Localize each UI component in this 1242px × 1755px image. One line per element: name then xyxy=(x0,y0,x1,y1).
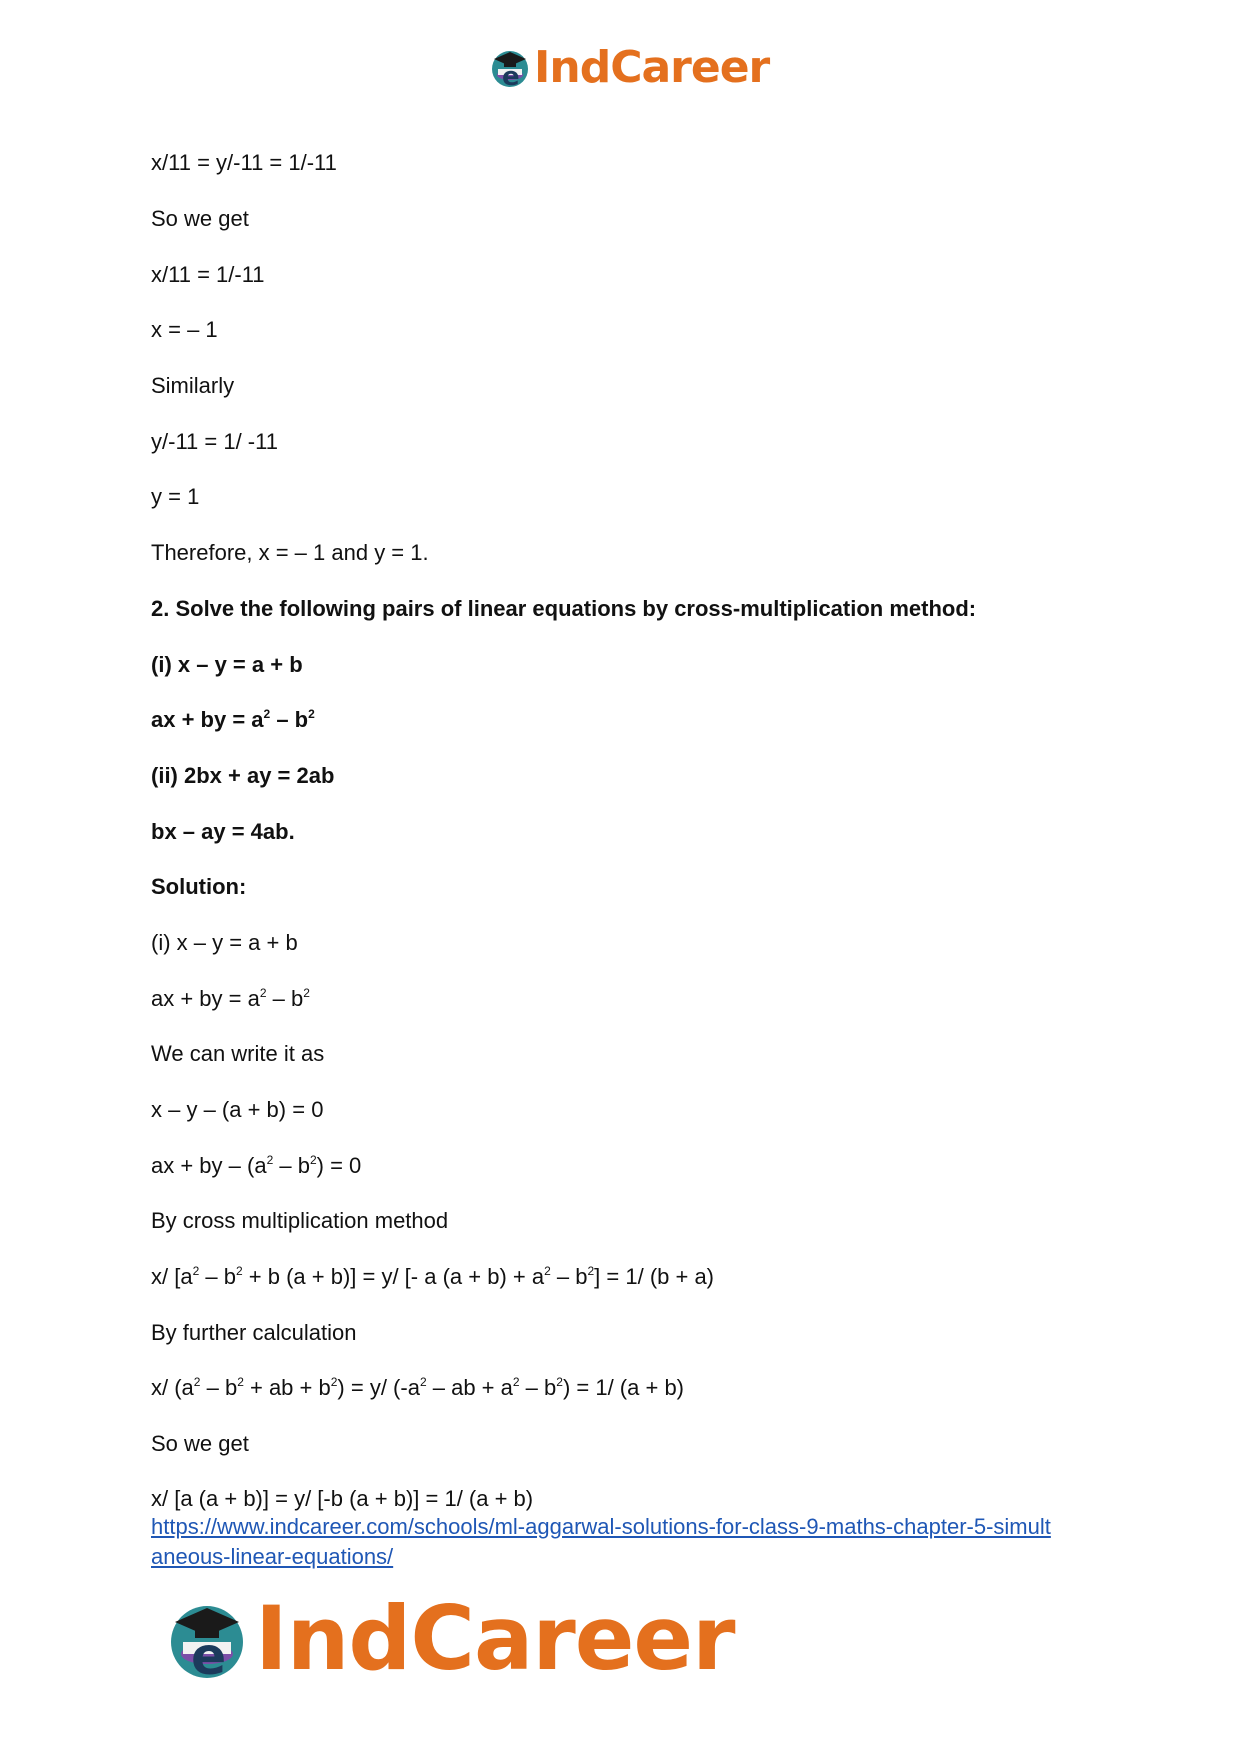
brand-name: IndCareer xyxy=(534,41,770,93)
solution-heading: Solution: xyxy=(151,874,247,899)
question-part-ii-eq2: bx – ay = 4ab. xyxy=(151,819,295,844)
graduation-cap-books-logo-icon xyxy=(488,45,532,89)
text-line: Therefore, x = – 1 and y = 1. xyxy=(151,540,429,565)
text-line: y/-11 = 1/ -11 xyxy=(151,429,278,454)
text-line: x/11 = y/-11 = 1/-11 xyxy=(151,150,337,175)
source-link-line-1[interactable]: https://www.indcareer.com/schools/ml-aggarwal-solutions-for-class-9-maths-chapter-5-simult xyxy=(151,1514,1051,1539)
text-line: ax + by = $a^2 - b^2$ xyxy=(151,986,310,1011)
indcareer-logo-top xyxy=(488,42,769,92)
question-heading: 2. Solve the following pairs of linear equations by cross-multiplication method: xyxy=(151,596,977,621)
text-line: By further calculation xyxy=(151,1320,357,1345)
svg-text:e: e xyxy=(502,62,520,89)
question-part-ii-eq1: (ii) 2bx + ay = 2ab xyxy=(151,763,335,788)
text-line: x/ [a (a + b)] = y/ [-b (a + b)] = 1/ (a + b) xyxy=(151,1486,534,1511)
text-line: So we get xyxy=(151,206,249,231)
question-part-i-eq2: ax + by = $a^2 - b^2$ xyxy=(151,707,315,732)
text-line: x – y – (a + b) = 0 xyxy=(151,1097,324,1122)
text-line: So we get xyxy=(151,1431,249,1456)
text-line: y = 1 xyxy=(151,484,200,509)
svg-text:e: e xyxy=(191,1627,227,1682)
source-link[interactable] xyxy=(151,1512,1111,1572)
graduation-cap-books-logo-icon xyxy=(163,1594,251,1682)
text-line: By cross multiplication method xyxy=(151,1208,449,1233)
source-link-line-2[interactable]: aneous-linear-equations/ xyxy=(151,1544,394,1569)
brand-name: IndCareer xyxy=(255,1586,735,1690)
text-line: x/ ($a^2 - b^2$ + ab + $b^2) = y/$ ($-a^2$ – ab + $a^2 - b^2) = 1/$ (a + b) xyxy=(151,1375,685,1400)
text-line: Similarly xyxy=(151,373,235,398)
text-line: x = – 1 xyxy=(151,317,218,342)
text-line: ax + by – $(a^2 - b^2) = 0$ xyxy=(151,1153,362,1178)
text-line: x/11 = 1/-11 xyxy=(151,262,265,287)
text-line: (i) x – y = a + b xyxy=(151,930,298,955)
question-part-i-eq1: (i) x – y = a + b xyxy=(151,652,303,677)
text-line: x/ [$a^2 - b^2 + b$ (a + b)] = y/ [- a $(a + b) + a^2 - b^2] = 1/$ (b + a) xyxy=(151,1264,715,1289)
text-line: We can write it as xyxy=(151,1041,325,1066)
indcareer-logo-bottom xyxy=(163,1583,735,1693)
